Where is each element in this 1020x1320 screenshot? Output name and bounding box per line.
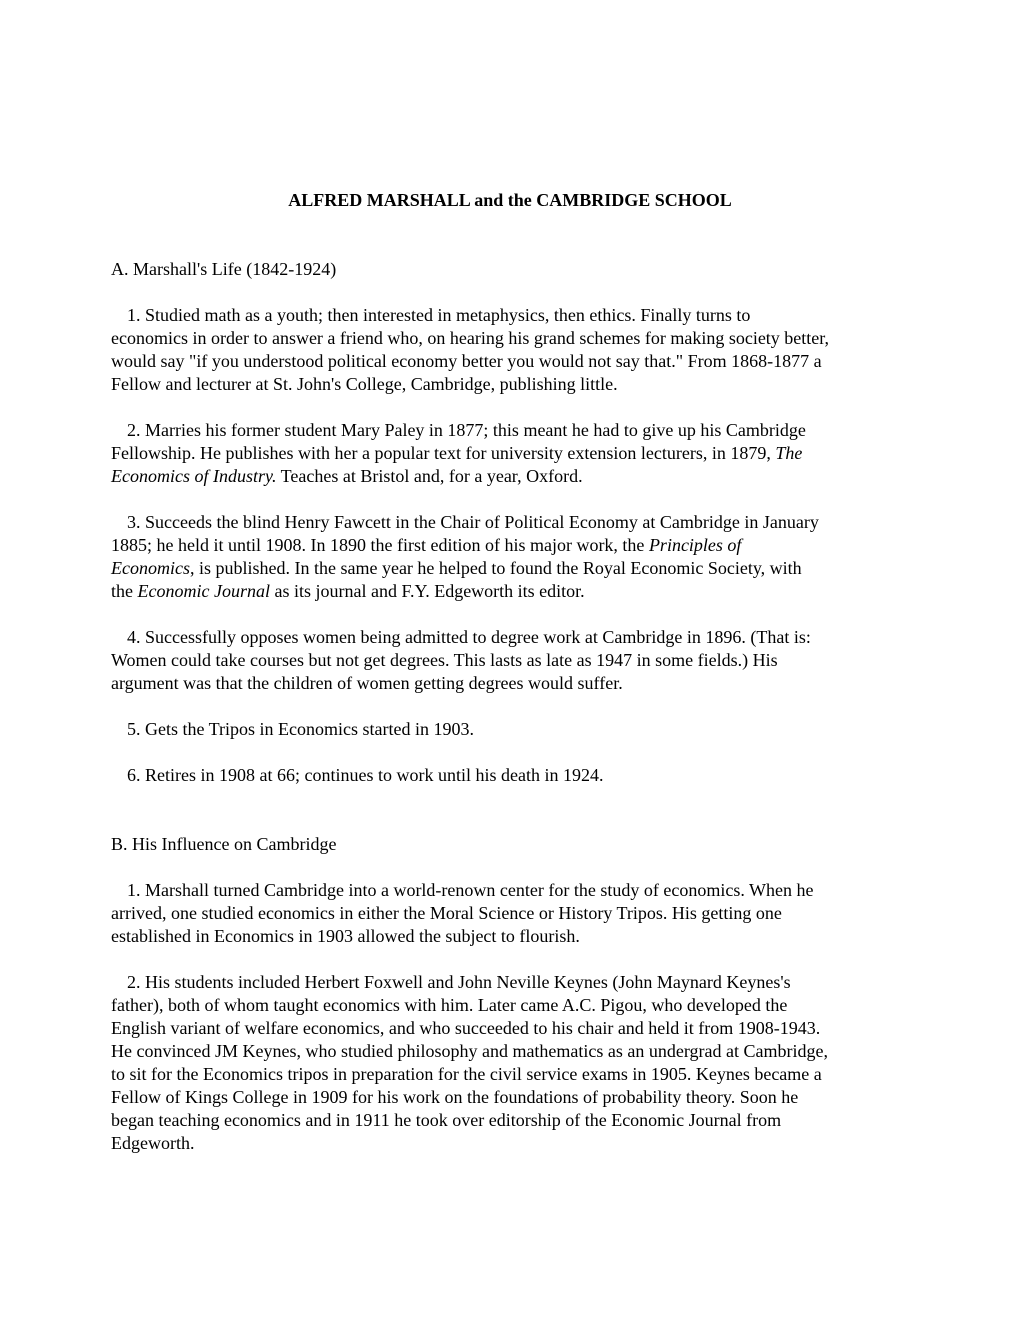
text-line: 2. Marries his former student Mary Paley in 1877; this meant he had to give up his Cambridge <box>127 420 806 440</box>
section-b-paragraph-1 <box>111 879 911 948</box>
section-a-paragraph-5 <box>111 718 911 741</box>
text-line: Fellow of Kings College in 1909 for his work on the foundations of probability theory. Soon he <box>111 1087 799 1107</box>
text-line: 5. Gets the Tripos in Economics started in 1903. <box>127 719 474 739</box>
text-segment: as its journal and F.Y. Edgeworth its editor. <box>269 581 585 601</box>
text-line <box>111 465 911 488</box>
text-line: English variant of welfare economics, and who succeeded to his chair and held it from 1908-1943. <box>111 1018 821 1038</box>
section-a-paragraph-3 <box>111 511 911 603</box>
text-line: Women could take courses but not get degrees. This lasts as late as 1947 in some fields.) His <box>111 650 778 670</box>
journal-title-italic: Economic Journal <box>137 581 270 601</box>
text-line: 3. Succeeds the blind Henry Fawcett in the Chair of Political Economy at Cambridge in January <box>127 512 819 532</box>
book-title-italic: Principles of <box>648 535 742 555</box>
section-b-paragraph-2 <box>111 971 911 1155</box>
section-a-heading: A. Marshall's Life (1842-1924) <box>111 259 337 279</box>
book-title-italic: The <box>775 443 803 463</box>
text-line <box>111 442 911 465</box>
text-line: father), both of whom taught economics with him. Later came A.C. Pigou, who developed the <box>111 995 788 1015</box>
text-segment: Teaches at Bristol and, for a year, Oxford. <box>276 466 583 486</box>
text-line: 6. Retires in 1908 at 66; continues to work until his death in 1924. <box>127 765 604 785</box>
document-title: ALFRED MARSHALL and the CAMBRIDGE SCHOOL <box>288 190 732 210</box>
text-segment: 1885; he held it until 1908. In 1890 the first edition of his major work, the <box>111 535 649 555</box>
text-line <box>111 580 911 603</box>
book-title-italic: Economics of Industry. <box>111 466 277 486</box>
text-line: established in Economics in 1903 allowed the subject to flourish. <box>111 926 580 946</box>
text-line <box>111 557 911 580</box>
text-segment: Fellowship. He publishes with her a popular text for university extension lecturers, in 1879, <box>111 443 776 463</box>
section-a-paragraph-4 <box>111 626 911 695</box>
text-line: argument was that the children of women getting degrees would suffer. <box>111 673 623 693</box>
text-line: 1. Marshall turned Cambridge into a world-renown center for the study of economics. When he <box>127 880 814 900</box>
text-line: 4. Successfully opposes women being admitted to degree work at Cambridge in 1896. (That is: <box>127 627 811 647</box>
text-line <box>111 534 911 557</box>
section-a-paragraph-2 <box>111 419 911 488</box>
text-line: He convinced JM Keynes, who studied philosophy and mathematics as an undergrad at Cambridge, <box>111 1041 829 1061</box>
text-line: would say "if you understood political economy better you would not say that." From 1868-1877 a <box>111 351 822 371</box>
text-line: began teaching economics and in 1911 he took over editorship of the Economic Journal from <box>111 1110 782 1130</box>
text-line: Fellow and lecturer at St. John's College, Cambridge, publishing little. <box>111 374 618 394</box>
section-b-heading: B. His Influence on Cambridge <box>111 834 337 854</box>
text-line: 1. Studied math as a youth; then interested in metaphysics, then ethics. Finally turns to <box>127 305 751 325</box>
text-line: arrived, one studied economics in either the Moral Science or History Tripos. His getting one <box>111 903 782 923</box>
section-a-paragraph-1 <box>111 304 911 396</box>
text-line: Edgeworth. <box>111 1133 195 1153</box>
text-segment: , is published. In the same year he helped to found the Royal Economic Society, with <box>189 558 802 578</box>
text-line: 2. His students included Herbert Foxwell and John Neville Keynes (John Maynard Keynes's <box>127 972 791 992</box>
book-title-italic: Economics <box>111 558 190 578</box>
section-a-paragraph-6 <box>111 764 911 787</box>
text-line: to sit for the Economics tripos in preparation for the civil service exams in 1905. Keynes became a <box>111 1064 822 1084</box>
text-line: economics in order to answer a friend who, on hearing his grand schemes for making society better, <box>111 328 830 348</box>
text-segment: the <box>111 581 138 601</box>
